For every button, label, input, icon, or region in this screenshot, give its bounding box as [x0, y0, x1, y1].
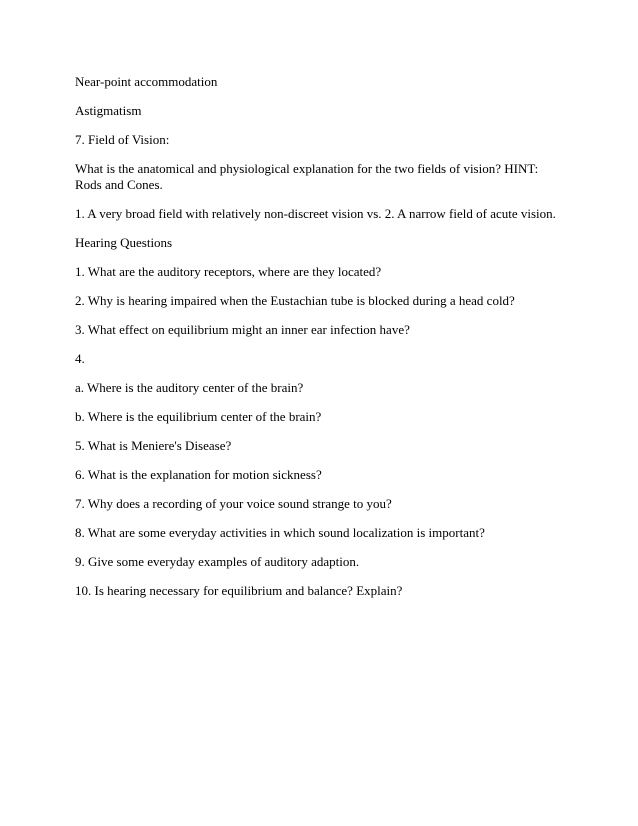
document-body	[75, 74, 565, 612]
heading-field-of-vision: 7. Field of Vision:	[75, 132, 170, 147]
paragraph-astigmatism: Astigmatism	[75, 103, 142, 118]
question-3-inner-ear-infection: 3. What effect on equilibrium might an inner ear infection have?	[75, 322, 410, 337]
paragraph-near-point-accommodation: Near-point accommodation	[75, 74, 218, 89]
question-2-eustachian-tube: 2. Why is hearing impaired when the Eustachian tube is blocked during a head cold?	[75, 293, 515, 308]
question-8-sound-localization: 8. What are some everyday activities in which sound localization is important?	[75, 525, 485, 540]
question-4a-auditory-center: a. Where is the auditory center of the brain?	[75, 380, 304, 395]
question-10-hearing-balance: 10. Is hearing necessary for equilibrium and balance? Explain?	[75, 583, 403, 598]
question-fields-of-vision: What is the anatomical and physiological explanation for the two fields of vision? HINT: Rods and Cones.	[75, 161, 539, 192]
question-9-auditory-adaption: 9. Give some everyday examples of auditory adaption.	[75, 554, 360, 569]
question-4b-equilibrium-center: b. Where is the equilibrium center of the brain?	[75, 409, 322, 424]
answer-fields-of-vision: 1. A very broad field with relatively non-discreet vision vs. 2. A narrow field of acute vision.	[75, 206, 556, 221]
question-1-auditory-receptors: 1. What are the auditory receptors, where are they located?	[75, 264, 382, 279]
question-6-motion-sickness: 6. What is the explanation for motion sickness?	[75, 467, 322, 482]
question-5-menieres-disease: 5. What is Meniere's Disease?	[75, 438, 232, 453]
question-7-voice-recording: 7. Why does a recording of your voice sound strange to you?	[75, 496, 392, 511]
question-4-number: 4.	[75, 351, 85, 366]
heading-hearing-questions: Hearing Questions	[75, 235, 173, 250]
